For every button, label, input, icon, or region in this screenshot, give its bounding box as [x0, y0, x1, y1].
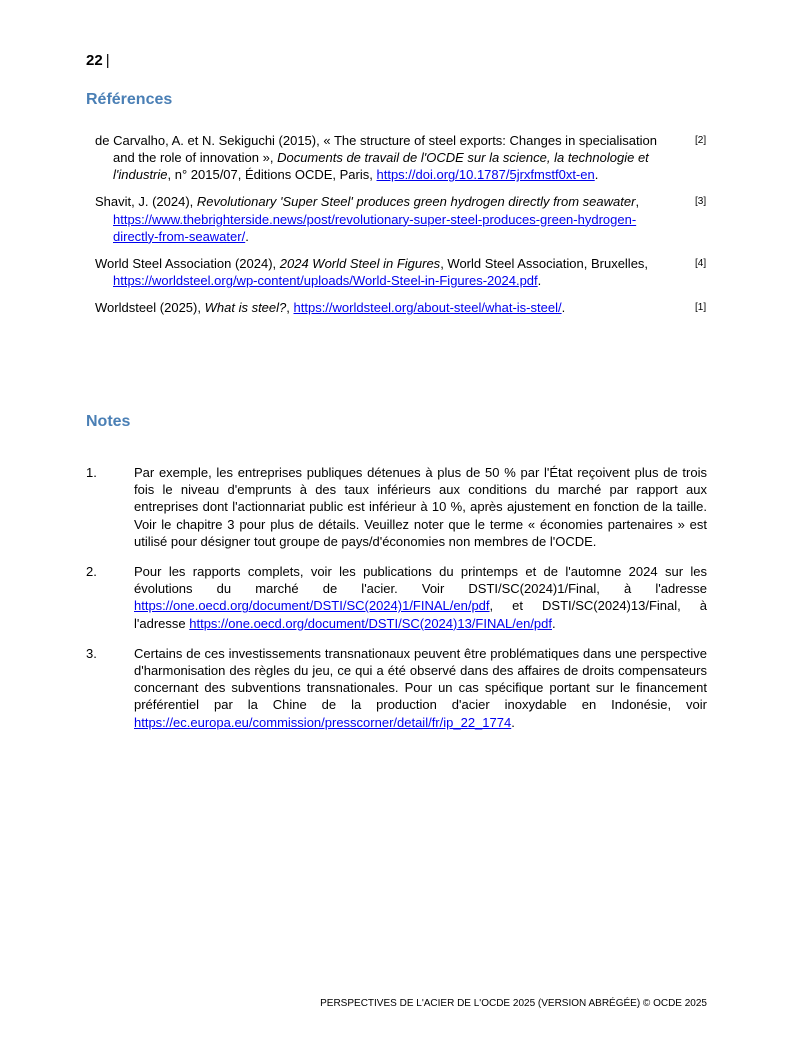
- note-end: .: [511, 714, 515, 730]
- reference-text: ,: [286, 300, 290, 316]
- note-item: [86, 563, 707, 632]
- reference-link[interactable]: https://worldsteel.org/wp-content/uploads/World-Steel-in-Figures-2024.pdf: [113, 273, 538, 289]
- note-number: 2.: [86, 564, 97, 580]
- note-text: , et DSTI/SC(2024)13/Final, à l'adresse: [134, 598, 707, 631]
- reference-italic-title: 2024 World Steel in Figures: [279, 255, 441, 271]
- reference-text: Worldsteel (2025),: [95, 300, 201, 316]
- note-link[interactable]: https://one.oecd.org/document/DSTI/SC(2024)13/FINAL/en/pdf: [189, 615, 553, 631]
- reference-link[interactable]: https://worldsteel.org/about-steel/what-is-steel/: [293, 300, 562, 316]
- reference-number: [3]: [695, 196, 707, 208]
- note-number: 1.: [86, 465, 97, 480]
- page-footer: PERSPECTIVES DE L'ACIER DE L'OCDE 2025 (VERSION ABRÉGÉE) © OCDE 2025: [320, 998, 707, 1009]
- reference-end: .: [594, 167, 599, 183]
- note-item: [86, 464, 707, 550]
- page-number: [86, 52, 110, 69]
- reference-item: [95, 132, 707, 184]
- page-number-separator: |: [105, 52, 110, 69]
- reference-italic-title: Documents de travail de l'OCDE sur la science, la technologie et l'industrie: [113, 150, 649, 183]
- reference-text: Shavit, J. (2024),: [95, 194, 194, 210]
- reference-end: .: [245, 228, 249, 244]
- reference-text: ,: [635, 194, 640, 210]
- reference-number: [2]: [695, 135, 707, 146]
- reference-item: [95, 255, 707, 289]
- reference-end: .: [561, 300, 566, 316]
- note-number: 3.: [86, 645, 97, 661]
- note-text: Certains de ces investissements transnationaux peuvent être problématiques dans une perspective d'harmonisation des règles du jeu, ce qui a été observé dans des affaires de droits compensateurs concernant des subventions transnationales. Pour un cas spécifique portant sur le financement préférentiel par la Chine de la production d'acier inoxydable en Indonésie, voir: [134, 645, 707, 713]
- reference-link[interactable]: https://www.thebrighterside.news/post/revolutionary-super-steel-produces-green-hydrogen-directly-from-seawater/: [113, 211, 637, 244]
- reference-number: [4]: [695, 257, 707, 269]
- note-link[interactable]: https://ec.europa.eu/commission/presscorner/detail/fr/ip_22_1774: [134, 714, 512, 730]
- note-text: Par exemple, les entreprises publiques détenues à plus de 50 % par l'État reçoivent plus de trois fois le niveau d'emprunts à des taux inférieurs aux conditions du marché par rapport aux entreprises dont l'actionnariat public est inférieur à 10 %, après ajustement en fonction de la taille. Voir le chapitre 3 pour plus de détails. Veuillez noter que le terme « économies partenaires » est utilisé pour désigner tout groupe de pays/d'économies non membres de l'OCDE.: [134, 465, 707, 549]
- reference-text: World Steel Association (2024),: [95, 255, 277, 271]
- reference-italic-title: Revolutionary 'Super Steel' produces green hydrogen directly from seawater: [196, 194, 636, 210]
- reference-text: de Carvalho, A. et N. Sekiguchi (2015), « The structure of steel exports: Changes in specialisation and the role of innovation »,: [95, 133, 657, 166]
- note-item: [86, 645, 707, 731]
- page-number-value: 22: [86, 52, 103, 69]
- reference-end: .: [537, 273, 542, 289]
- reference-text: , World Steel Association, Bruxelles,: [440, 255, 649, 271]
- reference-link[interactable]: https://doi.org/10.1787/5jrxfmstf0xt-en: [376, 167, 595, 183]
- notes-list: [86, 464, 707, 744]
- note-text: Pour les rapports complets, voir les publications du printemps et de l'automne 2024 sur les évolutions du marché de l'acier. Voir DSTI/SC(2024)1/Final, à l'adresse: [134, 564, 707, 597]
- reference-item: [95, 299, 707, 316]
- reference-text: , n° 2015/07, Éditions OCDE, Paris,: [167, 167, 373, 183]
- references-heading: Références: [86, 91, 173, 108]
- notes-heading: Notes: [86, 413, 131, 430]
- references-list: [95, 132, 707, 326]
- reference-number: [1]: [695, 302, 707, 314]
- reference-item: [95, 193, 707, 245]
- note-link[interactable]: https://one.oecd.org/document/DSTI/SC(2024)1/FINAL/en/pdf: [134, 598, 490, 614]
- note-end: .: [552, 615, 556, 631]
- reference-italic-title: What is steel?: [204, 300, 287, 316]
